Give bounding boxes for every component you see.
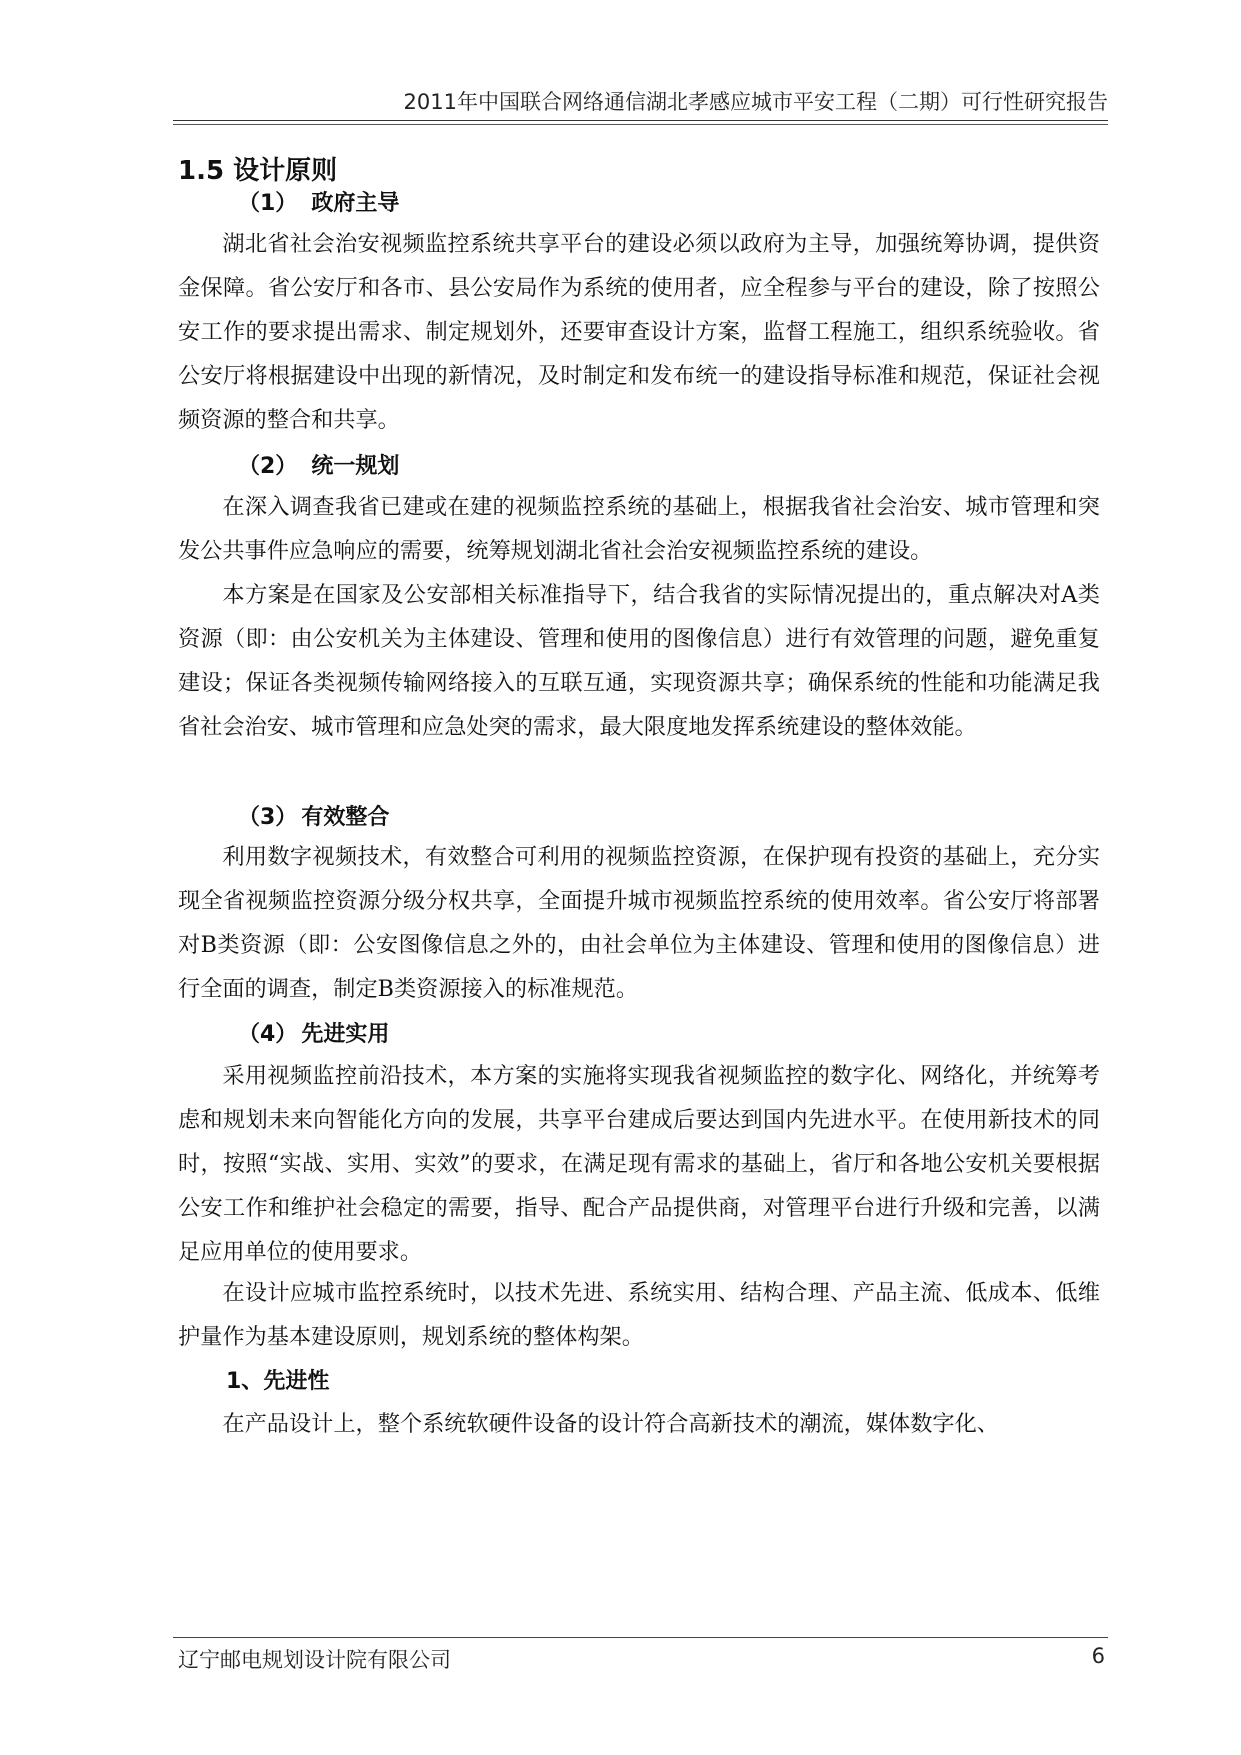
paragraph: 在设计应城市监控系统时，以技术先进、系统实用、结构合理、产品主流、低成本、低维护量作为基本建设原则，规划系统的整体构架。	[178, 1280, 1100, 1350]
paragraph: 湖北省社会治安视频监控系统共享平台的建设必须以政府为主导，加强统筹协调，提供资金保障。省公安厅和各市、县公安局作为系统的使用者，应全程参与平台的建设，除了按照公安工作的要求提出需求、制定规划外，还要审查设计方案，监督工程施工，组织系统验收。省公安厅将根据建设中出现的新情况，及时制定和发布统一的建设指导标准和规范，保证社会视频资源的整合和共享。	[178, 231, 1100, 433]
subheading-4	[238, 1017, 389, 1048]
subheading-number: （3）	[238, 805, 298, 830]
subheading-number: 1、	[226, 1369, 264, 1394]
paragraph: 采用视频监控前沿技术，本方案的实施将实现我省视频监控的数字化、网络化，并统筹考虑和规划未来向智能化方向的发展，共享平台建成后要达到国内先进水平。在使用新技术的同时，按照“实战、实用、实效”的要求，在满足现有需求的基础上，省厅和各地公安机关要根据公安工作和维护社会稳定的需要，指导、配合产品提供商，对管理平台进行升级和完善，以满足应用单位的使用要求。	[178, 1063, 1100, 1265]
subheading-label: 先进实用	[301, 1022, 390, 1047]
header-rule-thin	[173, 124, 1108, 125]
subheading-label: 统一规划	[311, 454, 400, 479]
subheading-1	[238, 186, 399, 217]
subheading-number: （1）	[238, 191, 298, 216]
subheading-2	[238, 449, 399, 480]
footer-rule	[173, 1637, 1108, 1638]
subheading-label: 政府主导	[311, 191, 400, 216]
paragraph: 利用数字视频技术，有效整合可利用的视频监控资源，在保护现有投资的基础上，充分实现全省视频监控资源分级分权共享，全面提升城市视频监控系统的使用效率。省公安厅将部署对B类资源（即：公安图像信息之外的，由社会单位为主体建设、管理和使用的图像信息）进行全面的调查，制定B类资源接入的标准规范。	[178, 844, 1100, 1002]
paragraph: 本方案是在国家及公安部相关标准指导下，结合我省的实际情况提出的，重点解决对A类资源（即：由公安机关为主体建设、管理和使用的图像信息）进行有效管理的问题，避免重复建设；保证各类视频传输网络接入的互联互通，实现资源共享；确保系统的性能和功能满足我省社会治安、城市管理和应急处突的需求，最大限度地发挥系统建设的整体效能。	[178, 582, 1100, 740]
subheading-3	[238, 800, 389, 831]
subheading-label: 有效整合	[301, 805, 390, 830]
subheading-number: （4）	[238, 1022, 298, 1047]
paragraph: 在产品设计上，整个系统软硬件设备的设计符合高新技术的潮流，媒体数字化、	[222, 1411, 999, 1437]
footer-company: 辽宁邮电规划设计院有限公司	[178, 1648, 451, 1672]
section-title: 1.5 设计原则	[178, 156, 338, 186]
subheading-5	[226, 1364, 329, 1395]
running-header: 2011年中国联合网络通信湖北孝感应城市平安工程（二期）可行性研究报告	[403, 90, 1108, 114]
header-rule	[173, 120, 1108, 121]
subheading-number: （2）	[238, 454, 298, 479]
subheading-label: 先进性	[263, 1369, 330, 1394]
page-number: 6	[1091, 1644, 1105, 1668]
paragraph: 在深入调查我省已建或在建的视频监控系统的基础上，根据我省社会治安、城市管理和突发公共事件应急响应的需要，统筹规划湖北省社会治安视频监控系统的建设。	[178, 494, 1100, 564]
